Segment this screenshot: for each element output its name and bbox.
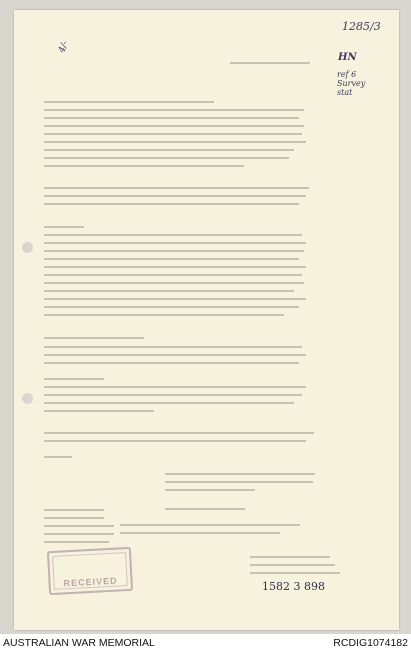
stamp-text: RECEIVED	[63, 575, 118, 589]
document-page	[14, 10, 399, 630]
punch-hole-lower	[22, 393, 33, 404]
received-stamp	[47, 547, 133, 595]
handwritten-note: ref 6 Survey stat	[337, 70, 366, 97]
punch-hole-upper	[22, 242, 33, 253]
record-id: RCDIG1074182	[333, 637, 408, 649]
institution-name: AUSTRALIAN WAR MEMORIAL	[3, 637, 155, 649]
footer-caption	[0, 634, 411, 653]
marginal-note: 4/-	[57, 39, 71, 55]
handwritten-initials: HN	[338, 52, 357, 63]
bottom-numbers: 1582 3 898	[262, 580, 325, 593]
reference-number: 1285/3	[342, 20, 381, 33]
